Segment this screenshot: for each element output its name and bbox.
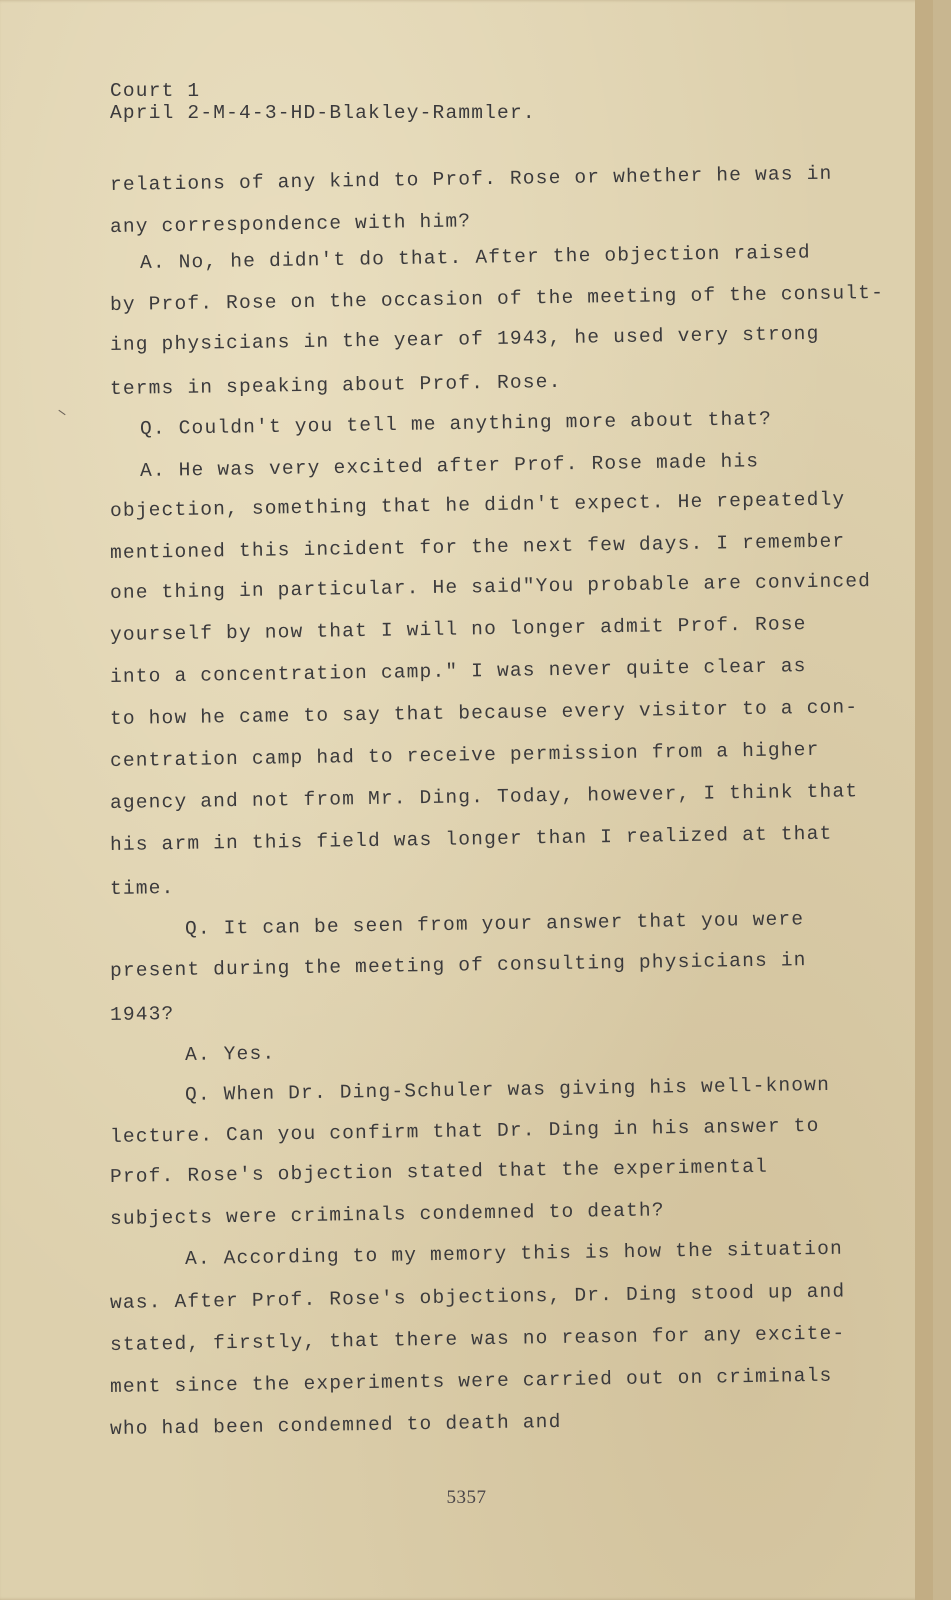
text-line: objection, something that he didn't expect. He repeatedly [109, 488, 846, 522]
text-line: Q. When Dr. Ding-Schuler was giving his well-known [184, 1073, 831, 1106]
text-line: Prof. Rose's objection stated that the experimental [109, 1155, 769, 1188]
text-line: was. After Prof. Rose's objections, Dr. Ding stood up and [109, 1280, 846, 1314]
document-header [110, 80, 536, 124]
text-line: any correspondence with him? [109, 210, 472, 238]
text-line: terms in speaking about Prof. Rose. [109, 370, 562, 400]
text-line: Q. Couldn't you tell me anything more about that? [139, 408, 773, 440]
text-line: ing physicians in the year of 1943, he used very strong [109, 322, 820, 356]
stray-mark [58, 410, 65, 415]
text-line: agency and not from Mr. Ding. Today, however, I think that [109, 780, 859, 814]
text-line: who had been condemned to death and [109, 1410, 562, 1440]
header-reference: April 2-M-4-3-HD-Blakley-Rammler. [110, 102, 536, 124]
text-line: A. According to my memory this is how the situation [184, 1237, 844, 1270]
text-line: A. Yes. [184, 1042, 276, 1066]
page-number: 5357 [446, 1487, 487, 1508]
text-line: his arm in this field was longer than I realized at that [109, 822, 833, 856]
header-court: Court 1 [110, 80, 201, 102]
text-line: yourself by now that I will no longer admit Prof. Rose [109, 613, 807, 646]
text-line: subjects were criminals condemned to death? [109, 1199, 665, 1230]
text-line: time. [109, 876, 175, 900]
text-line: into a concentration camp." I was never quite clear as [109, 655, 807, 688]
text-line: stated, firstly, that there was no reason for any excite- [109, 1322, 846, 1356]
text-line: one thing in particular. He said"You probable are convinced [109, 570, 872, 604]
page-edge [915, 0, 933, 1600]
text-line: 1943? [109, 1002, 175, 1026]
text-line: relations of any kind to Prof. Rose or whether he was in [109, 162, 833, 196]
text-line: ment since the experiments were carried out on criminals [109, 1364, 833, 1398]
text-line: centration camp had to receive permission from a higher [109, 738, 820, 772]
text-line: present during the meeting of consulting physicians in [109, 949, 807, 982]
text-line: to how he came to say that because every visitor to a con- [109, 696, 859, 730]
text-line: Q. It can be seen from your answer that you were [184, 908, 805, 940]
text-line: by Prof. Rose on the occasion of the meeting of the consult- [109, 281, 885, 316]
text-line: mentioned this incident for the next few days. I remember [109, 530, 846, 564]
text-line: A. He was very excited after Prof. Rose made his [139, 450, 760, 482]
text-line: lecture. Can you confirm that Dr. Ding in his answer to [109, 1114, 820, 1148]
text-line: A. No, he didn't do that. After the objection raised [139, 241, 811, 274]
